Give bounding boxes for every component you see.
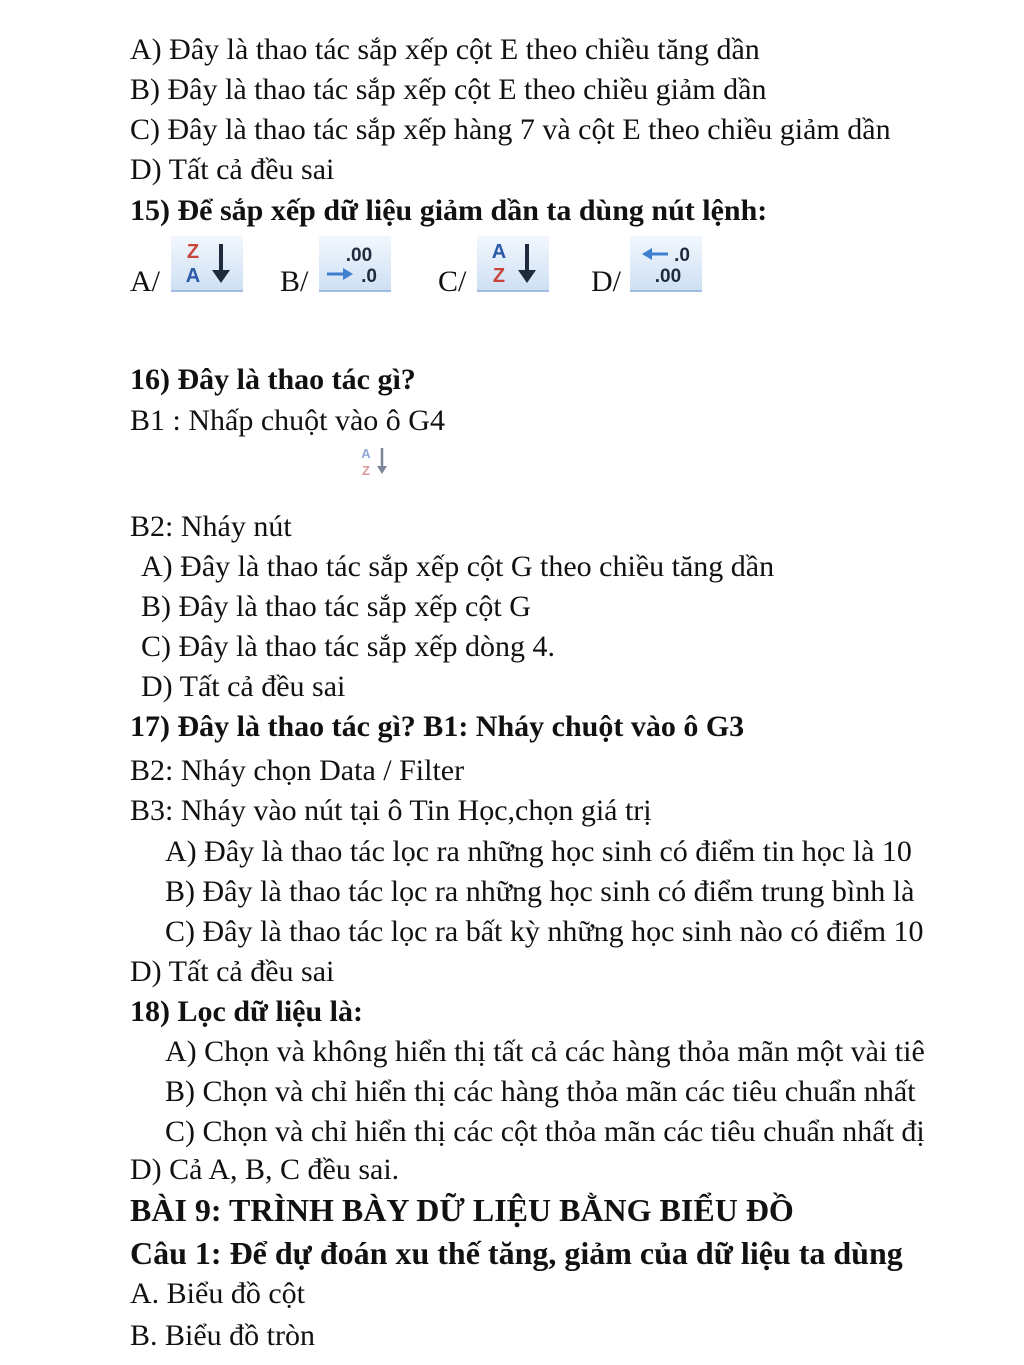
icon-b-bottom-text: .0	[361, 266, 377, 287]
q14-option-b: B) Đây là thao tác sắp xếp cột E theo chiều giảm dần	[130, 73, 767, 106]
decrease-decimal-icon	[630, 236, 702, 292]
q16-option-d: D) Tất cả đều sai	[141, 670, 346, 703]
q17-option-a: A) Đây là thao tác lọc ra những học sinh có điểm tin học là 10	[165, 835, 912, 868]
question-18: 18) Lọc dữ liệu là:	[130, 995, 363, 1028]
q16-step-1: B1 : Nhấp chuột vào ô G4	[130, 404, 445, 437]
q17-option-c: C) Đây là thao tác lọc ra bất kỳ những học sinh nào có điểm 10	[165, 915, 924, 948]
q16-step-2: B2: Nháy nút	[130, 510, 292, 543]
q14-option-c: C) Đây là thao tác sắp xếp hàng 7 và cột E theo chiều giảm dần	[130, 113, 891, 146]
q14-option-d: D) Tất cả đều sai	[130, 153, 335, 186]
question-cau-1: Câu 1: Để dự đoán xu thế tăng, giảm của dữ liệu ta dùng	[130, 1235, 903, 1271]
sort-descending-icon	[171, 236, 243, 292]
q17-step-2: B2: Nháy chọn Data / Filter	[130, 754, 465, 787]
q18-option-a: A) Chọn và không hiển thị tất cả các hàng thỏa mãn một vài tiê	[165, 1035, 925, 1068]
icon-a-bottom-letter: A	[185, 265, 201, 287]
q18-option-d: D) Cả A, B, C đều sai.	[130, 1153, 400, 1186]
q15-option-a-label: A/	[130, 265, 160, 298]
question-17: 17) Đây là thao tác gì? B1: Nháy chuột vào ô G3	[130, 710, 745, 743]
icon-d-bottom-text: .00	[654, 266, 682, 287]
q16-option-b: B) Đây là thao tác sắp xếp cột G	[141, 590, 531, 623]
section-heading-bai-9: BÀI 9: TRÌNH BÀY DỮ LIỆU BẰNG BIỂU ĐỒ	[130, 1192, 794, 1228]
q16-option-c: C) Đây là thao tác sắp xếp dòng 4.	[141, 630, 556, 663]
q17-option-b: B) Đây là thao tác lọc ra những học sinh có điểm trung bình là	[165, 875, 915, 908]
icon-q16-bottom-letter: Z	[362, 463, 370, 478]
increase-decimal-icon	[319, 236, 391, 292]
icon-a-top-letter: Z	[186, 241, 200, 263]
icon-d-top-text: .0	[674, 245, 690, 266]
icon-b-top-text: .00	[345, 245, 373, 266]
q15-option-c-label: C/	[438, 265, 467, 298]
sort-ascending-small-icon	[354, 442, 394, 482]
sort-ascending-icon	[477, 236, 549, 292]
question-16: 16) Đây là thao tác gì?	[130, 363, 416, 396]
icon-c-bottom-letter: Z	[492, 265, 506, 287]
q17-step-3: B3: Nháy vào nút tại ô Tin Học,chọn giá trị	[130, 794, 652, 827]
q15-option-b-label: B/	[280, 265, 309, 298]
icon-c-top-letter: A	[491, 241, 507, 263]
q15-option-d-label: D/	[591, 265, 621, 298]
cau1-option-b: B. Biểu đồ tròn	[130, 1319, 315, 1352]
q14-option-a: A) Đây là thao tác sắp xếp cột E theo chiều tăng dần	[130, 33, 760, 66]
cau1-option-a: A. Biểu đồ cột	[130, 1277, 305, 1310]
q17-option-d: D) Tất cả đều sai	[130, 955, 335, 988]
question-15: 15) Để sắp xếp dữ liệu giảm dần ta dùng nút lệnh:	[130, 194, 768, 227]
icon-q16-top-letter: A	[361, 446, 371, 461]
q18-option-b: B) Chọn và chỉ hiển thị các hàng thỏa mãn các tiêu chuẩn nhất	[165, 1075, 916, 1108]
q18-option-c: C) Chọn và chỉ hiển thị các cột thỏa mãn các tiêu chuẩn nhất đị	[165, 1115, 925, 1148]
q16-option-a: A) Đây là thao tác sắp xếp cột G theo chiều tăng dần	[141, 550, 775, 583]
